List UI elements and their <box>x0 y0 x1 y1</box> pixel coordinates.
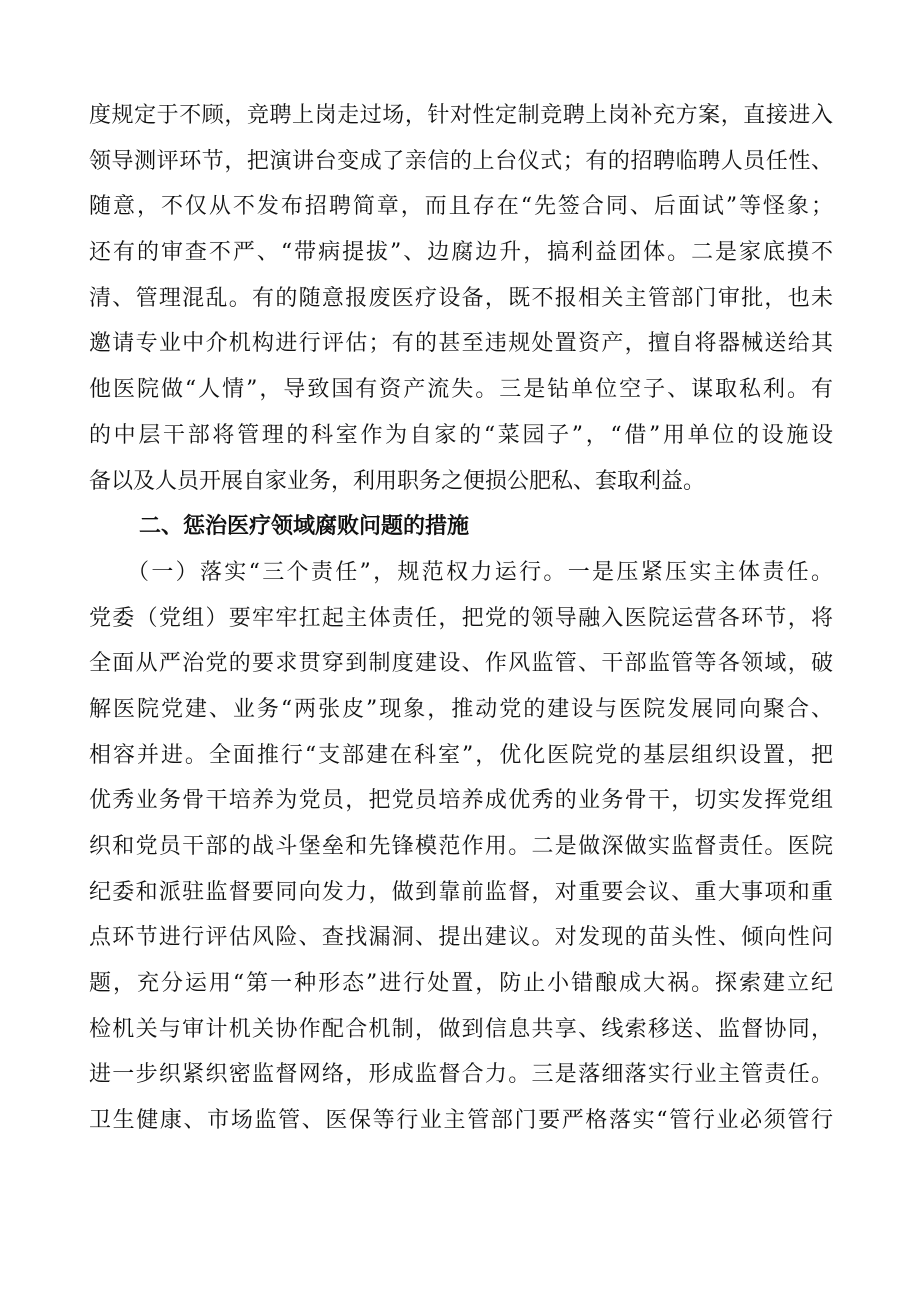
body-line-23: 卫生健康、市场监管、医保等行业主管部门要严格落实“管行业必须管行 <box>89 1108 833 1134</box>
body-line-5: 清、管理混乱。有的随意报废医疗设备，既不报相关主管部门审批，也未 <box>89 285 833 311</box>
body-line-16: 优秀业务骨干培养为党员，把党员培养成优秀的业务骨干，切实发挥党组 <box>89 788 833 814</box>
body-line-8: 的中层干部将管理的科室作为自家的“菜园子”，“借”用单位的设施设 <box>89 422 833 448</box>
body-line-22: 进一步织紧织密监督网络，形成监督合力。三是落细落实行业主管责任。 <box>89 1062 833 1088</box>
body-line-4: 还有的审查不严、“带病提拔”、边腐边升，搞利益团体。二是家底摸不 <box>89 240 833 266</box>
section-heading: 二、惩治医疗领域腐败问题的措施 <box>139 514 470 540</box>
body-line-20: 题，充分运用“第一种形态”进行处置，防止小错酿成大祸。探索建立纪 <box>89 971 833 997</box>
body-line-19: 点环节进行评估风险、查找漏洞、提出建议。对发现的苗头性、倾向性问 <box>89 925 833 951</box>
body-line-2: 领导测评环节，把演讲台变成了亲信的上台仪式；有的招聘临聘人员任性、 <box>89 148 833 174</box>
body-line-18: 纪委和派驻监督要同向发力，做到靠前监督，对重要会议、重大事项和重 <box>89 879 833 905</box>
body-line-9: 备以及人员开展自家业务，利用职务之便损公肥私、套取利益。 <box>89 468 706 494</box>
document-page <box>89 93 833 1144</box>
body-line-21: 检机关与审计机关协作配合机制，做到信息共享、线索移送、监督协同， <box>89 1016 833 1042</box>
body-line-11: （一）落实“三个责任”，规范权力运行。一是压紧压实主体责任。 <box>127 559 833 585</box>
body-line-13: 全面从严治党的要求贯穿到制度建设、作风监管、干部监管等各领域，破 <box>89 651 833 677</box>
body-line-14: 解医院党建、业务“两张皮”现象，推动党的建设与医院发展同向聚合、 <box>89 696 833 722</box>
body-line-15: 相容并进。全面推行“支部建在科室”，优化医院党的基层组织设置，把 <box>89 742 833 768</box>
body-line-3: 随意，不仅从不发布招聘简章，而且存在“先签合同、后面试”等怪象； <box>89 194 833 220</box>
body-line-17: 织和党员干部的战斗堡垒和先锋模范作用。二是做深做实监督责任。医院 <box>89 834 833 859</box>
body-line-1: 度规定于不顾，竞聘上岗走过场，针对性定制竞聘上岗补充方案，直接进入 <box>89 103 833 128</box>
body-line-6: 邀请专业中介机构进行评估；有的甚至违规处置资产，擅自将器械送给其 <box>89 331 833 357</box>
body-line-12: 党委（党组）要牢牢扛起主体责任，把党的领导融入医院运营各环节，将 <box>89 605 833 631</box>
body-line-7: 他医院做“人情”，导致国有资产流失。三是钻单位空子、谋取私利。有 <box>89 377 833 403</box>
